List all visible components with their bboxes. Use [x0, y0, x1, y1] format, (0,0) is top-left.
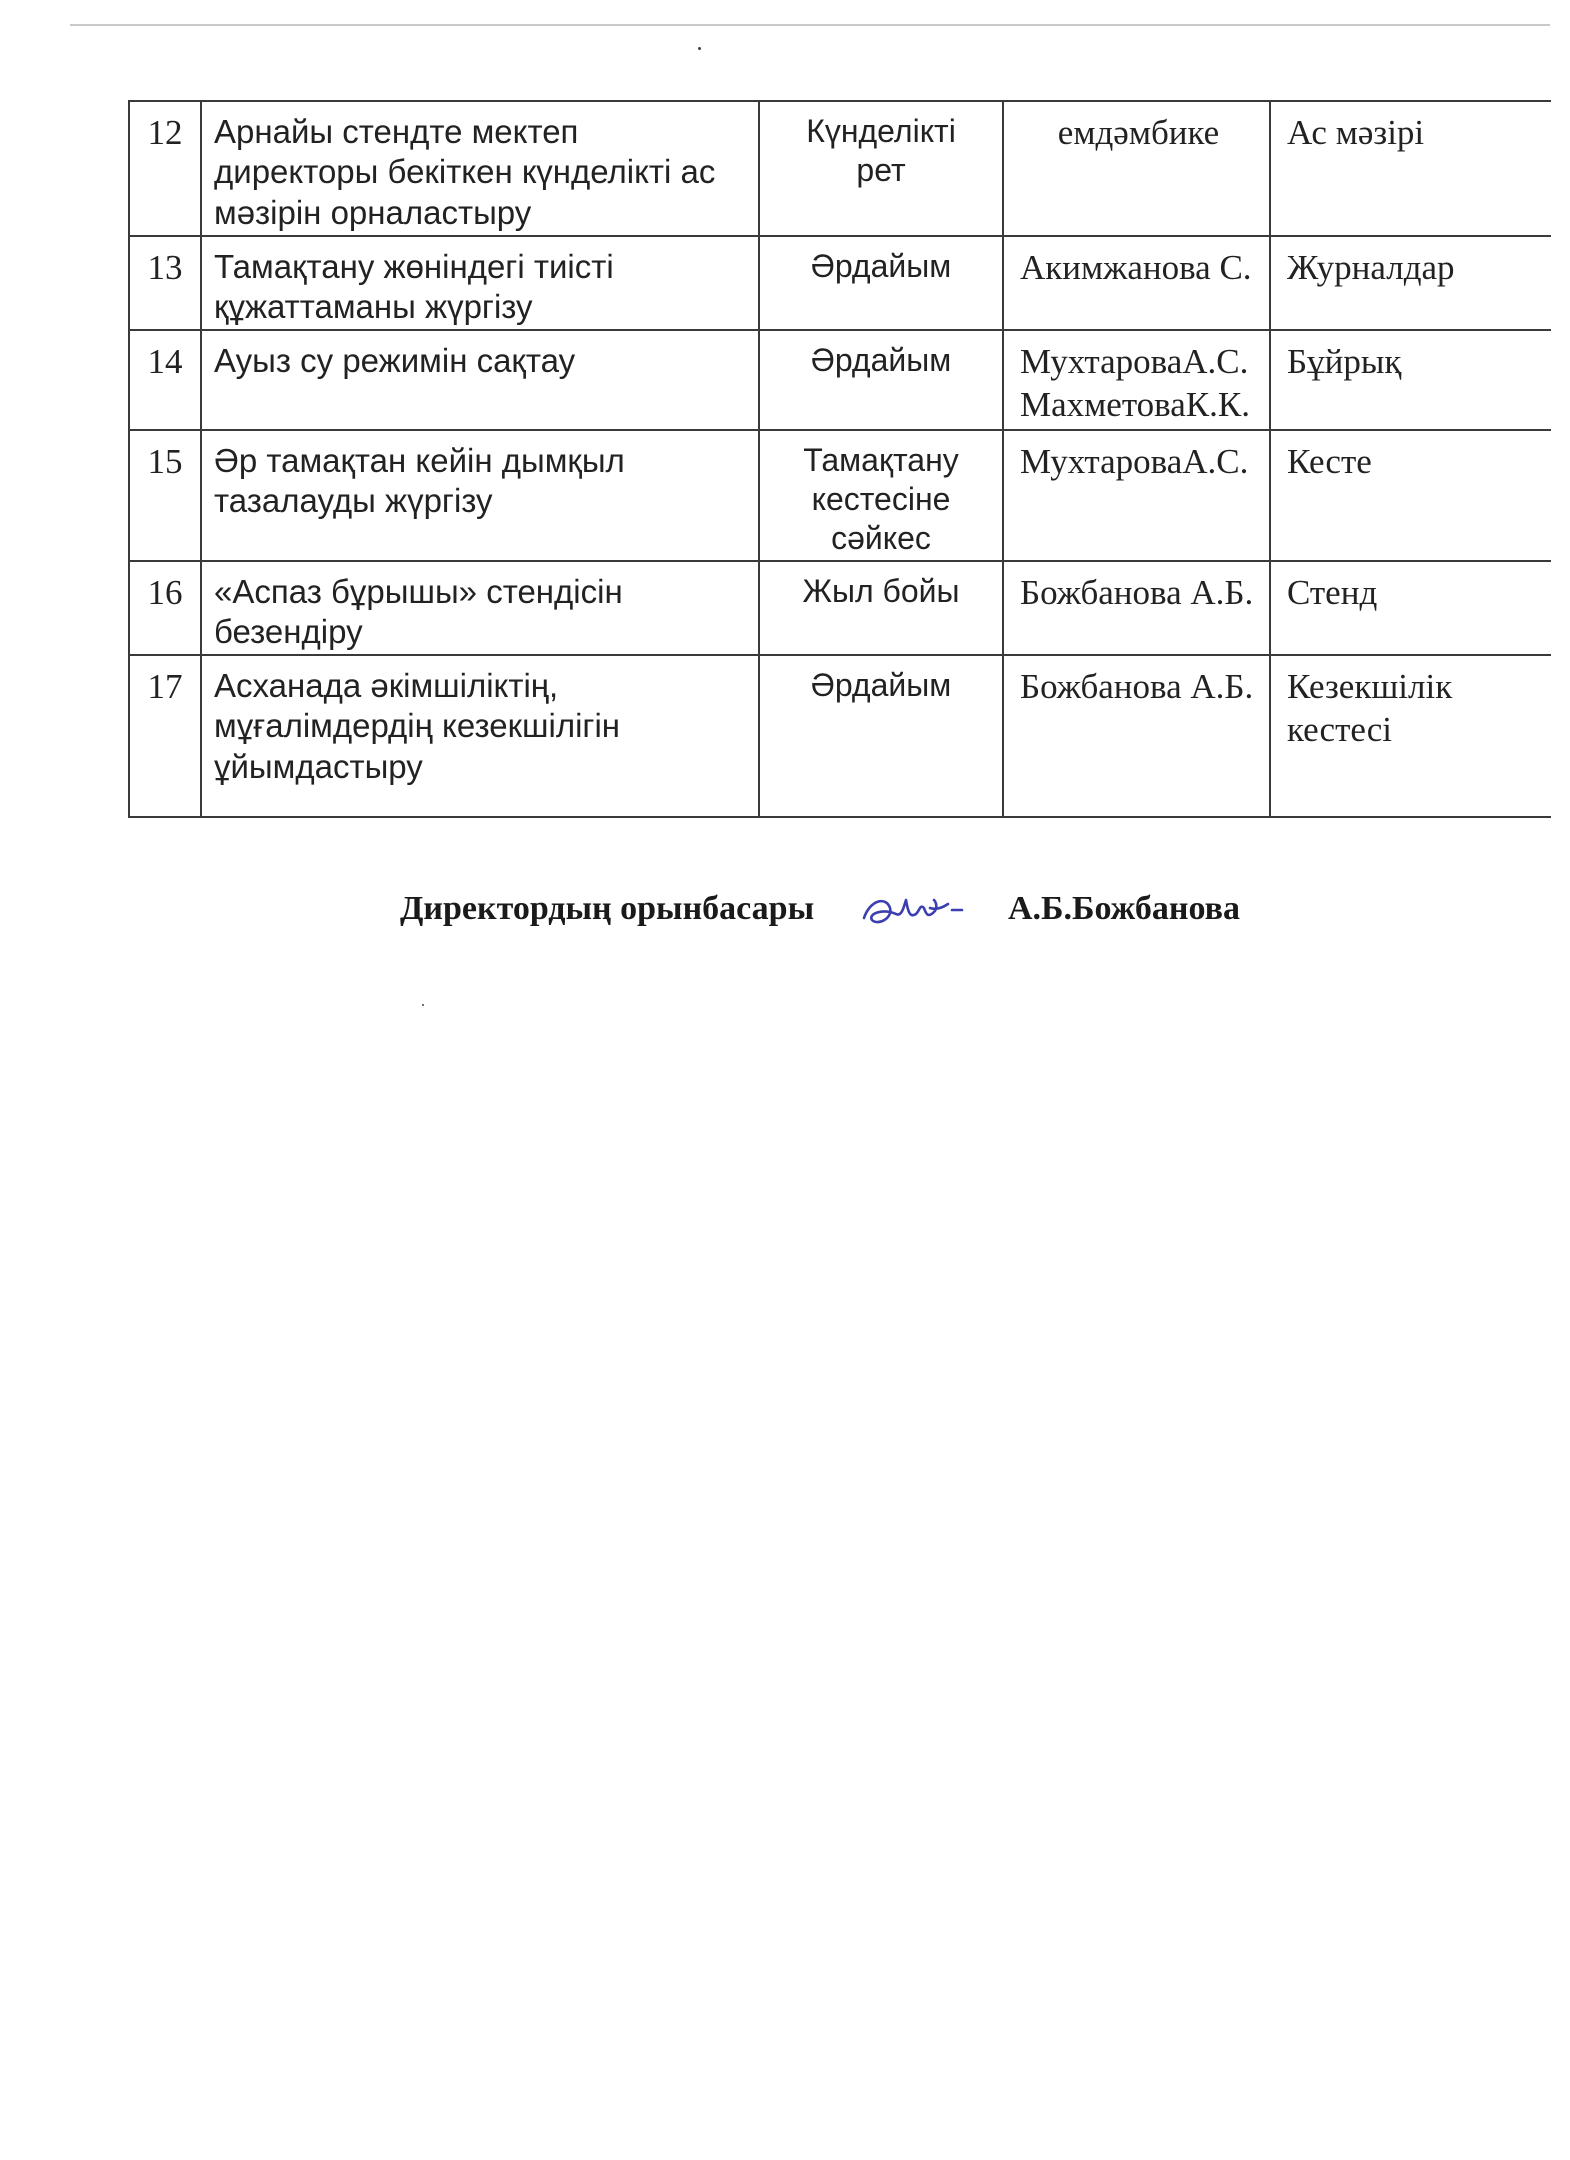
- scan-speck: [698, 47, 701, 50]
- plan-table: [128, 100, 1551, 818]
- row-number: 15: [129, 430, 201, 561]
- scan-edge-line: [70, 24, 1550, 26]
- document-cell: Кесте: [1270, 430, 1551, 561]
- document-cell: Бұйрық: [1270, 330, 1551, 429]
- activity-cell: Ауыз су режимін сақтау: [201, 330, 759, 429]
- document-cell: Журналдар: [1270, 236, 1551, 331]
- row-number: 12: [129, 101, 201, 236]
- signer-name: А.Б.Божбанова: [1008, 890, 1240, 927]
- responsible-cell: МухтароваА.С.: [1003, 430, 1270, 561]
- activity-cell: Арнайы стендте мектеп директоры бекіткен күнделікті ас мәзірін орналастыру: [201, 101, 759, 236]
- frequency-cell: Әрдайым: [759, 236, 1003, 331]
- frequency-cell: Тамақтану кестесіне сәйкес: [759, 430, 1003, 561]
- responsible-cell: Божбанова А.Б.: [1003, 655, 1270, 817]
- frequency-cell: Жыл бойы: [759, 561, 1003, 656]
- table-row: [129, 430, 1551, 561]
- responsible-cell: емдәмбике: [1003, 101, 1270, 236]
- responsible-cell: Божбанова А.Б.: [1003, 561, 1270, 656]
- table-row: [129, 236, 1551, 331]
- table-row: [129, 330, 1551, 429]
- signature-block: [400, 890, 1300, 960]
- activity-cell: Тамақтану жөніндегі тиісті құжаттаманы жүргізу: [201, 236, 759, 331]
- activity-cell: Асханада әкімшіліктің, мұғалімдердің кезекшілігін ұйымдастыру: [201, 655, 759, 817]
- scan-speck: [422, 1004, 424, 1006]
- table-row: [129, 655, 1551, 817]
- frequency-cell: Күнделікті рет: [759, 101, 1003, 236]
- activity-cell: «Аспаз бұрышы» стендісін безендіру: [201, 561, 759, 656]
- row-number: 13: [129, 236, 201, 331]
- plan-table-container: [128, 100, 1550, 818]
- row-number: 16: [129, 561, 201, 656]
- table-row: [129, 101, 1551, 236]
- frequency-cell: Әрдайым: [759, 655, 1003, 817]
- responsible-cell: МухтароваА.С. МахметоваК.К.: [1003, 330, 1270, 429]
- row-number: 17: [129, 655, 201, 817]
- position-title: Директордың орынбасары: [400, 890, 815, 927]
- handwritten-signature: [856, 878, 966, 938]
- document-cell: Ас мәзірі: [1270, 101, 1551, 236]
- row-number: 14: [129, 330, 201, 429]
- document-cell: Стенд: [1270, 561, 1551, 656]
- activity-cell: Әр тамақтан кейін дымқыл тазалауды жүргізу: [201, 430, 759, 561]
- table-row: [129, 561, 1551, 656]
- document-cell: Кезекшілік кестесі: [1270, 655, 1551, 817]
- responsible-cell: Акимжанова С.: [1003, 236, 1270, 331]
- frequency-cell: Әрдайым: [759, 330, 1003, 429]
